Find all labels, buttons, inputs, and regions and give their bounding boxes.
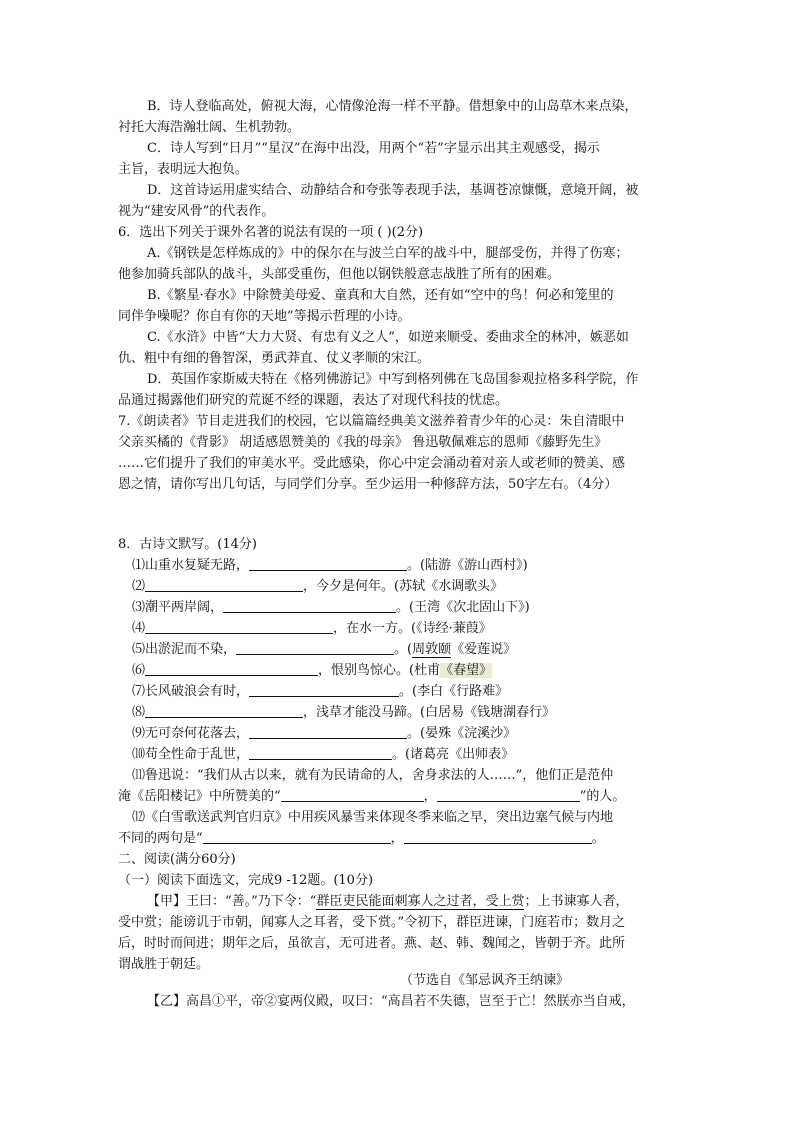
comma: ， <box>423 789 437 804</box>
q8-item-5 <box>132 640 516 660</box>
q8-item-11-line1: ⑾鲁迅说：“我们从古以来，就有为民请命的人，舍身求法的人……”，他们正是范仲 <box>132 768 614 783</box>
q8-item-2-prompt: ⑵ <box>132 579 146 594</box>
passage-jia-line4: 谓战胜于朝廷。 <box>118 957 210 972</box>
answer-blank[interactable] <box>249 745 392 760</box>
answer-blank[interactable] <box>249 724 407 739</box>
q6-option-d-line1: D．英国作家斯威夫特在《格列佛游记》中写到格列佛在飞岛国参观拉格多科学院，作 <box>147 372 639 387</box>
q8-item-5-author: 周敦颐 <box>412 642 452 657</box>
q8-item-4-prompt: ⑷ <box>132 621 146 636</box>
q6-option-c-line1: C.《水浒》中皆“大力大贤、有忠有义之人”，如逆来顺受、委曲求全的林冲，嫉恶如 <box>147 330 629 345</box>
answer-blank[interactable] <box>404 829 592 844</box>
q5-option-b-line1: B．诗人登临高处，俯视大海，心情像沧海一样不平静。借想象中的山岛草木来点染， <box>147 99 638 114</box>
reading-section-title: 二、阅读(满分60分) <box>118 852 236 867</box>
q8-item-10 <box>132 745 514 765</box>
q7-line1: 7.《朗读者》节目走进我们的校园，它以篇篇经典美文滋养着青少年的心灵：朱自清眼中 <box>118 414 625 429</box>
comma: ， <box>390 831 404 846</box>
q7-line4: 恩之情，请你写出几句话，与同学们分享。至少运用一种修辞方法，50字左右。（4分） <box>118 477 618 492</box>
q8-title: 8．古诗文默写。(14分) <box>118 537 257 552</box>
q6-option-d-line2: 品通过揭露他们研究的荒诞不经的课题，表达了对现代科技的忧虑。 <box>118 393 509 408</box>
q8-item-1-source: 。(陆游《游山西村》) <box>407 558 528 573</box>
q5-option-d-line1: D．这首诗运用虚实结合、动静结合和夸张等表现手法，基调苍凉慷慨，意境开阔，被 <box>147 183 639 198</box>
q8-item-4 <box>132 619 492 639</box>
q8-item-12-end: 。 <box>591 831 605 846</box>
q8-item-6-title: 《春望》 <box>440 663 493 678</box>
q8-item-3-source: 。(王湾《次北固山下》) <box>396 600 530 615</box>
q6-option-a-line1: A.《钢铁是怎样炼成的》中的保尔在与波兰白军的战斗中，腿部受伤，并得了伤寒； <box>147 246 629 261</box>
q8-item-11-end: ”的人。 <box>579 789 626 804</box>
q8-item-8-prompt: ⑻ <box>132 705 146 720</box>
answer-blank[interactable] <box>249 682 399 697</box>
q8-item-12-line2 <box>118 829 605 849</box>
underlined-sentence: 群臣吏民能面刺寡人之过者，受上赏 <box>316 894 525 909</box>
q8-item-5-paren: 。( <box>394 642 413 657</box>
reading-subsection-title: （一）阅读下面选文，完成9 -12题。(10分) <box>118 873 374 888</box>
passage-jia-line2: 受中赏；能谤讥于市朝，闻寡人之耳者，受下赏。”令初下，群臣进谏，门庭若市；数月之 <box>118 915 626 930</box>
passage-jia-line3: 后，时时而间进；期年之后，虽欲言，无可进者。燕、赵、韩、魏闻之，皆朝于齐。此所 <box>118 936 626 951</box>
q5-option-c-line2: 主旨，表明远大抱负。 <box>118 162 249 177</box>
q8-item-1 <box>132 556 528 576</box>
q8-item-3-prompt: ⑶潮平两岸阔， <box>132 600 224 615</box>
answer-blank[interactable] <box>249 556 407 571</box>
answer-blank[interactable] <box>437 787 580 802</box>
passage-jia-line1 <box>147 892 628 912</box>
q8-item-7 <box>132 682 508 702</box>
q7-line3: ……它们提升了我们的审美水平。受此感染，你心中定会涌动着对亲人或老师的赞美、感 <box>118 456 626 471</box>
passage-jia-cont: ；上书谏寡人者， <box>524 894 629 909</box>
q8-item-8-source: ，浅草才能没马蹄。(白居易《钱塘湖春行》 <box>303 705 556 720</box>
q8-item-4-source: ，在水一方。(《诗经·蒹葭》 <box>333 621 492 636</box>
q8-item-9 <box>132 724 516 744</box>
q8-item-6 <box>132 661 492 681</box>
q8-item-7-source: 。(李白《行路难》 <box>399 684 509 699</box>
q8-item-11-line2 <box>118 787 625 807</box>
q8-item-3 <box>132 598 530 618</box>
passage-source: （节选自《邹忌讽齐王纳谏》 <box>400 973 570 988</box>
answer-blank[interactable] <box>145 577 303 592</box>
q8-item-7-prompt: ⑺长风破浪会有时， <box>132 684 250 699</box>
q6-option-c-line2: 仇、粗中有细的鲁智深，勇武莽直、仗义孝顺的宋江。 <box>118 351 431 366</box>
q8-item-10-source: 。(诸葛亮《出师表》 <box>392 747 515 762</box>
q8-item-2 <box>132 577 503 597</box>
q8-item-9-source: 。(晏殊《浣溪沙》 <box>407 726 517 741</box>
answer-blank[interactable] <box>145 619 333 634</box>
q6-option-b-line1: B.《繁星·春水》中除赞美母爱、童真和大自然，还有如“空中的鸟！何必和笼里的 <box>147 288 614 303</box>
q6-option-b-line2: 同伴争噪呢？你自有你的天地”等揭示哲理的小诗。 <box>118 309 411 324</box>
answer-blank[interactable] <box>145 703 303 718</box>
q6-stem: 6．选出下列关于课外名著的说法有误的一项 ( )(2分) <box>118 225 424 240</box>
q6-option-a-line2: 他参加骑兵部队的战斗，头部受重伤，但他以钢铁般意志战胜了所有的困难。 <box>118 267 561 282</box>
q8-item-9-prompt: ⑼无可奈何花落去， <box>132 726 250 741</box>
q5-option-c-line1: C．诗人写到“日月”“星汉”在海中出没，用两个“若”字显示出其主观感受，揭示 <box>147 141 600 156</box>
q8-item-12-prompt: 不同的两句是“ <box>118 831 203 846</box>
answer-blank[interactable] <box>281 787 424 802</box>
q8-item-2-source: ，今夕是何年。(苏轼《水调歌头》 <box>303 579 504 594</box>
q7-line2: 父亲买橘的《背影》 胡适感恩赞美的《我的母亲》 鲁迅敬佩难忘的恩师《藤野先生》 <box>118 435 608 450</box>
q8-item-12-line1: ⑿《白雪歌送武判官归京》中用疾风暴雪来体现冬季来临之早，突出边塞气候与内地 <box>132 810 614 825</box>
q8-item-10-prompt: ⑽苟全性命于乱世， <box>132 747 250 762</box>
q5-option-b-line2: 衬托大海浩瀚壮阔、生机勃勃。 <box>118 120 301 135</box>
q8-item-11-prompt: 淹《岳阳楼记》中所赞美的“ <box>118 789 281 804</box>
answer-blank[interactable] <box>203 829 391 844</box>
answer-blank[interactable] <box>145 661 318 676</box>
q8-item-6-source: ，恨别鸟惊心。(杜甫 <box>318 663 441 678</box>
q8-item-5-prompt: ⑸出淤泥而不染， <box>132 642 237 657</box>
answer-blank[interactable] <box>223 598 396 613</box>
passage-yi-line1: 【乙】高昌①平，帝②宴两仪殿，叹曰：“高昌若不失德，岂至于亡！然朕亦当自戒， <box>147 994 635 1009</box>
q8-item-1-prompt: ⑴山重水复疑无路， <box>132 558 250 573</box>
q5-option-d-line2: 视为“建安风骨”的代表作。 <box>118 204 275 219</box>
q8-item-6-prompt: ⑹ <box>132 663 146 678</box>
q8-item-5-title: 《爱莲说》 <box>451 642 517 657</box>
answer-blank[interactable] <box>236 640 394 655</box>
q8-item-8 <box>132 703 555 723</box>
passage-jia-intro: 【甲】王曰：“善。”乃下令：“ <box>147 894 317 909</box>
